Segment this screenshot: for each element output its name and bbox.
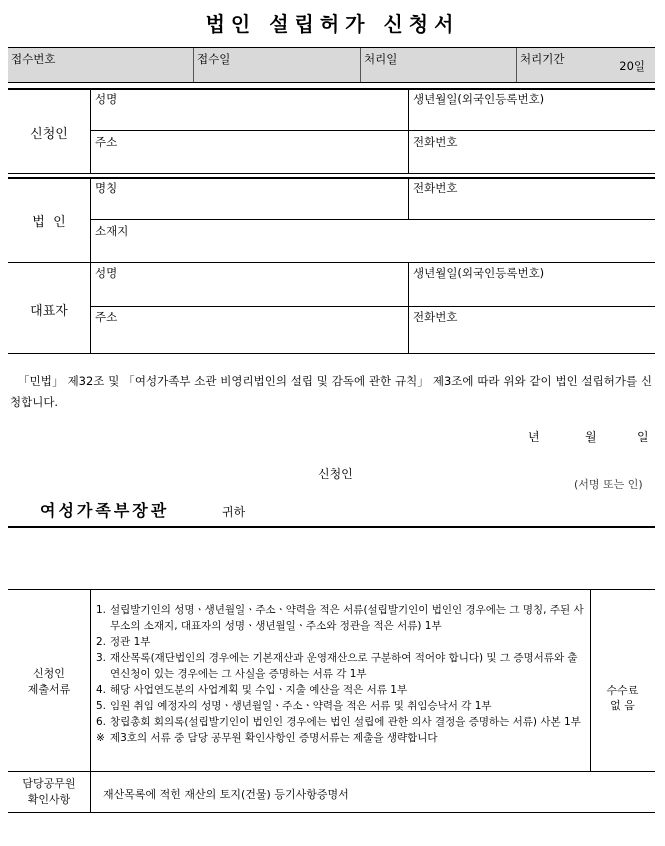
application-statement: 「민법」 제32조 및 「여성가족부 소관 비영리법인의 설립 및 감독에 관한 규칙」 제3조에 따라 위와 같이 법인 설립허가를 신청합니다. xyxy=(10,374,652,409)
document-item-text: 해당 사업연도분의 사업계획 및 수입ㆍ지출 예산을 적은 서류 1부 xyxy=(110,684,408,696)
document-item-text: 재산목록(재단법인의 경우에는 기본재산과 운영재산으로 구분하여 적어야 합니다) 및 그 증명서류와 출연신청이 있는 경우에는 그 사실을 증명하는 서류 각 1부 xyxy=(110,652,578,680)
divider xyxy=(8,526,655,528)
document-item-number: 3. xyxy=(96,652,107,664)
process-period-label: 처리기간 xyxy=(520,52,565,66)
document-item-text: 임원 취임 예정자의 성명ㆍ생년월일ㆍ주소ㆍ약력을 적은 서류 및 취임승낙서 각 1부 xyxy=(110,700,492,712)
documents-label-line2: 제출서류 xyxy=(27,683,71,696)
document-item xyxy=(96,714,584,730)
divider xyxy=(8,262,655,263)
divider xyxy=(8,353,655,354)
divider xyxy=(8,177,655,179)
divider xyxy=(408,177,409,219)
divider xyxy=(90,177,91,353)
document-item xyxy=(96,650,584,682)
receipt-number-label: 접수번호 xyxy=(11,52,56,66)
document-item-text: 정관 1부 xyxy=(110,636,151,648)
date-day-label[interactable]: 일 xyxy=(637,430,649,444)
applicant-address-field[interactable]: 주소 xyxy=(95,135,118,149)
process-period-cell xyxy=(517,48,655,82)
date-year-label[interactable]: 년 xyxy=(528,430,540,444)
document-note xyxy=(96,730,584,746)
documents-label-line1: 신청인 xyxy=(33,667,65,680)
corporation-location-field[interactable]: 소재지 xyxy=(95,224,129,238)
process-date-cell[interactable] xyxy=(361,48,517,82)
documents-list xyxy=(96,602,584,746)
note-mark: ※ xyxy=(96,732,105,744)
corporation-phone-field[interactable]: 전화번호 xyxy=(413,181,458,195)
document-item-number: 6. xyxy=(96,716,107,728)
divider xyxy=(8,88,655,90)
representative-birth-field[interactable]: 생년월일(외국인등록번호) xyxy=(413,266,545,280)
document-item-text: 창립총회 회의록(설립발기인이 법인인 경우에는 법인 설립에 관한 의사 결정을 증명하는 서류) 사본 1부 xyxy=(110,716,581,728)
addressee-suffix: 귀하 xyxy=(222,505,246,519)
divider xyxy=(8,812,655,813)
divider xyxy=(408,262,409,353)
process-date-label: 처리일 xyxy=(364,52,398,66)
document-item xyxy=(96,634,584,650)
divider xyxy=(590,589,591,771)
official-check-text: 재산목록에 적힌 재산의 토지(건물) 등기사항증명서 xyxy=(103,788,349,801)
representative-address-field[interactable]: 주소 xyxy=(95,310,118,324)
document-item-number: 4. xyxy=(96,684,107,696)
representative-phone-field[interactable]: 전화번호 xyxy=(413,310,458,324)
signature-note[interactable]: (서명 또는 인) xyxy=(574,478,643,491)
divider xyxy=(90,306,655,307)
receipt-number-cell[interactable] xyxy=(8,48,194,82)
representative-name-field[interactable]: 성명 xyxy=(95,266,118,280)
document-item-number: 2. xyxy=(96,636,107,648)
representative-section-label: 대표자 xyxy=(30,304,68,319)
official-label-line2: 확인사항 xyxy=(27,793,71,806)
applicant-birth-field[interactable]: 생년월일(외국인등록번호) xyxy=(413,92,545,106)
divider xyxy=(8,173,655,174)
divider xyxy=(90,589,91,812)
divider xyxy=(90,130,655,131)
fee-label: 수수료 xyxy=(606,684,639,697)
applicant-section-label: 신청인 xyxy=(30,127,68,142)
applicant-phone-field[interactable]: 전화번호 xyxy=(413,135,458,149)
document-item xyxy=(96,602,584,634)
signature-applicant-label: 신청인 xyxy=(318,467,353,481)
receipt-date-label: 접수일 xyxy=(197,52,231,66)
documents-section-label xyxy=(8,666,90,698)
process-period-days: 20일 xyxy=(619,59,645,73)
page-title: 법인 설립허가 신청서 xyxy=(205,12,460,36)
document-item-number: 1. xyxy=(96,604,107,616)
document-item-text: 설립발기인의 성명ㆍ생년월일ㆍ주소ㆍ약력을 적은 서류(설립발기인이 법인인 경우에는 그 명칭, 주된 사무소의 소재지, 대표자의 성명ㆍ생년월일ㆍ주소와 정관을 적은 서류) 1부 xyxy=(110,604,584,632)
official-label-line1: 담당공무원 xyxy=(22,777,76,790)
document-item xyxy=(96,698,584,714)
addressee-ministry: 여성가족부장관 xyxy=(40,501,170,520)
applicant-name-field[interactable]: 성명 xyxy=(95,92,118,106)
receipt-bar xyxy=(8,47,655,83)
official-section-label xyxy=(8,776,90,808)
fee-value: 없 음 xyxy=(610,699,635,712)
divider xyxy=(8,589,655,590)
divider xyxy=(90,219,655,220)
divider xyxy=(8,771,655,772)
corporation-name-field[interactable]: 명칭 xyxy=(95,181,118,195)
document-item-number: 5. xyxy=(96,700,107,712)
fee-cell xyxy=(590,683,655,713)
document-item xyxy=(96,682,584,698)
document-note-text: 제3호의 서류 중 담당 공무원 확인사항인 증명서류는 제출을 생략합니다 xyxy=(110,732,438,744)
corporation-section-label: 법 인 xyxy=(32,215,66,230)
receipt-date-cell[interactable] xyxy=(194,48,361,82)
date-month-label[interactable]: 월 xyxy=(585,430,597,444)
